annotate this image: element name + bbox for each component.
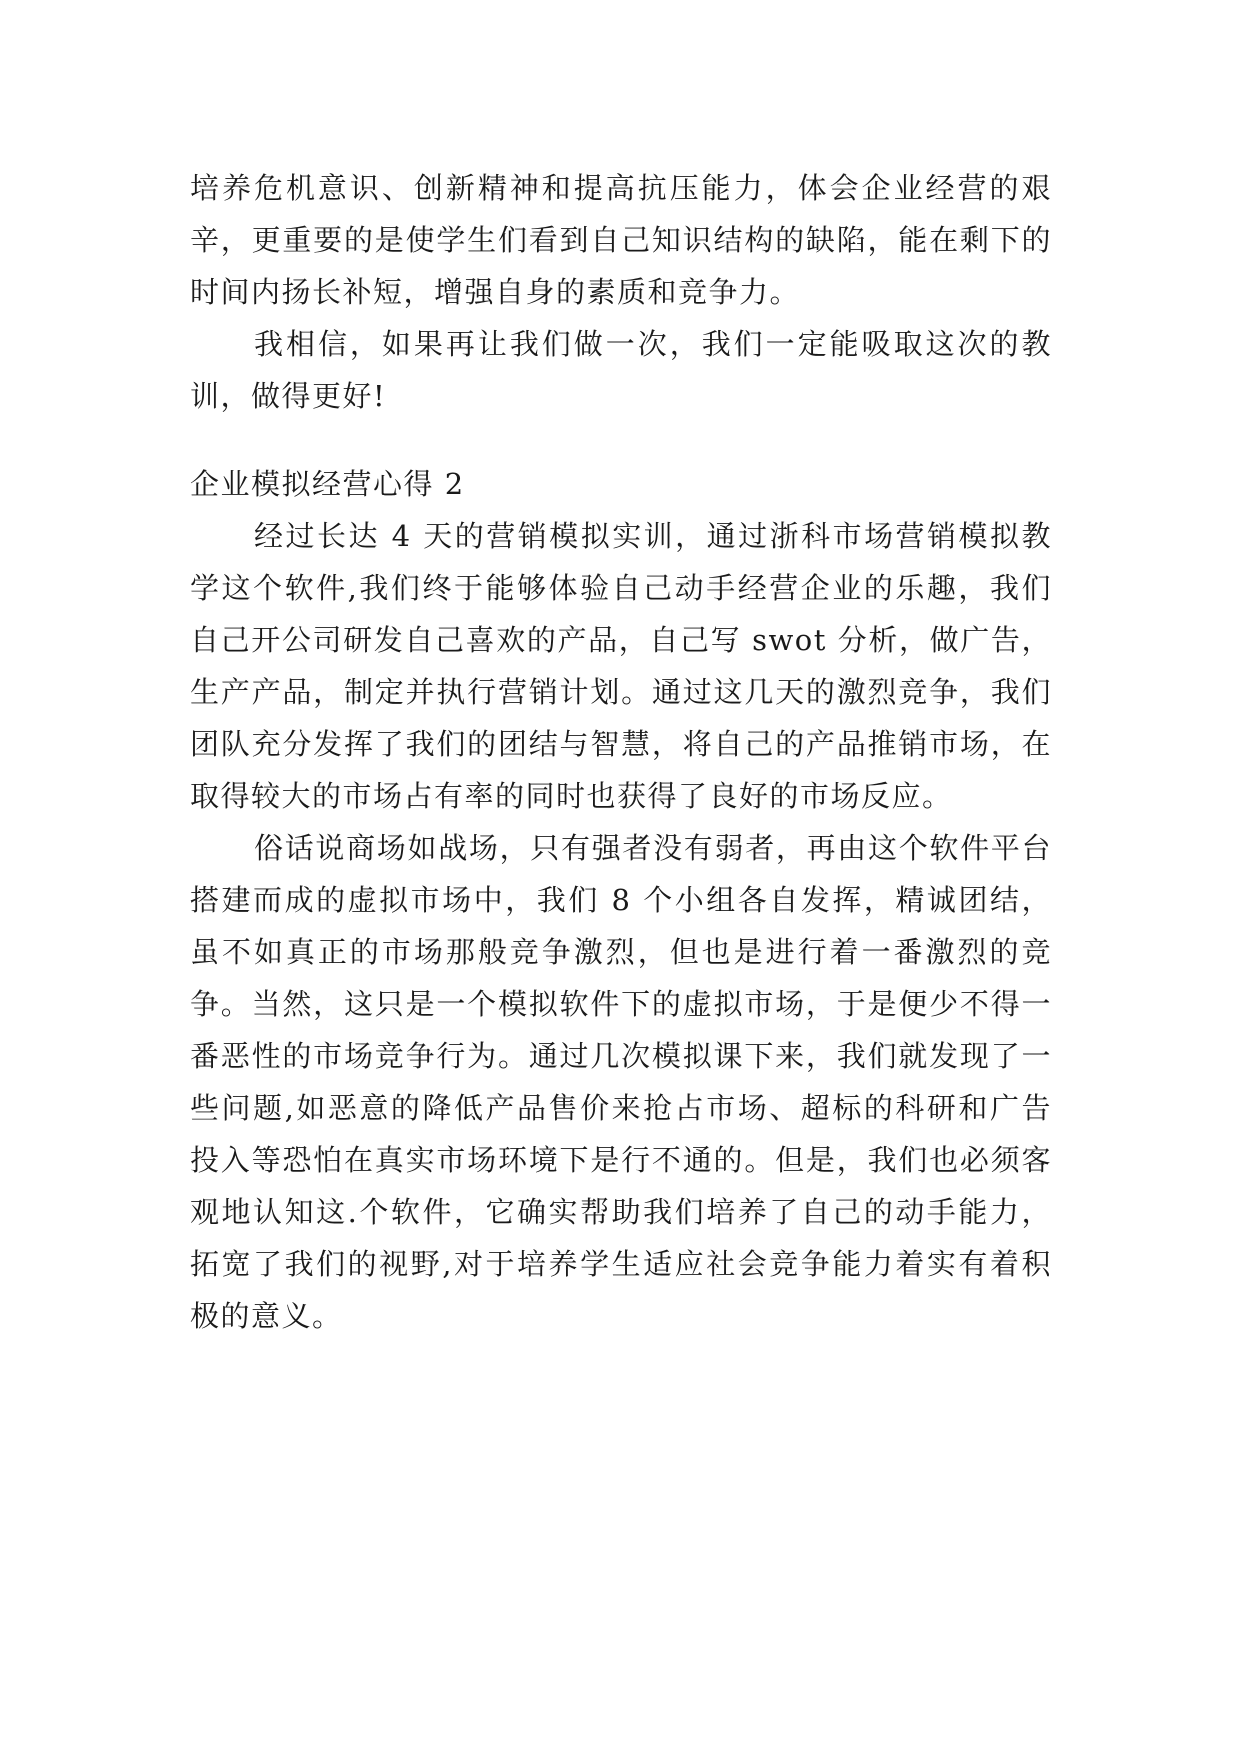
document-body [190,162,1052,1342]
paragraph-intro: 经过长达 4 天的营销模拟实训，通过浙科市场营销模拟教学这个软件,我们终于能够体验自己动手经营企业的乐趣，我们自己开公司研发自己喜欢的产品，自己写 swot 分析，做广告，生产产品，制定并执行营销计划。通过这几天的激烈竞争，我们团队充分发挥了我们的团结与智慧，将自己的产品推销市场，在取得较大的市场占有率的同时也获得了良好的市场反应。 [190,519,1052,813]
paragraph-reflection: 俗话说商场如战场，只有强者没有弱者，再由这个软件平台搭建而成的虚拟市场中，我们 8 个小组各自发挥，精诚团结，虽不如真正的市场那般竞争激烈，但也是进行着一番激烈的竞争。当然，这只是一个模拟软件下的虚拟市场，于是便少不得一番恶性的市场竞争行为。通过几次模拟课下来，我们就发现了一些问题,如恶意的降低产品售价来抢占市场、超标的科研和广告投入等恐怕在真实市场环境下是行不通的。但是，我们也必须客观地认知这.个软件，它确实帮助我们培养了自己的动手能力，拓宽了我们的视野,对于培养学生适应社会竞争能力着实有着积极的意义。 [190,831,1052,1333]
section-title: 企业模拟经营心得 2 [190,467,465,501]
paragraph-conclusion: 我相信，如果再让我们做一次，我们一定能吸取这次的教训，做得更好! [190,327,1052,413]
paragraph-continued: 培养危机意识、创新精神和提高抗压能力，体会企业经营的艰辛，更重要的是使学生们看到自己知识结构的缺陷，能在剩下的时间内扬长补短，增强自身的素质和竞争力。 [190,171,1052,309]
